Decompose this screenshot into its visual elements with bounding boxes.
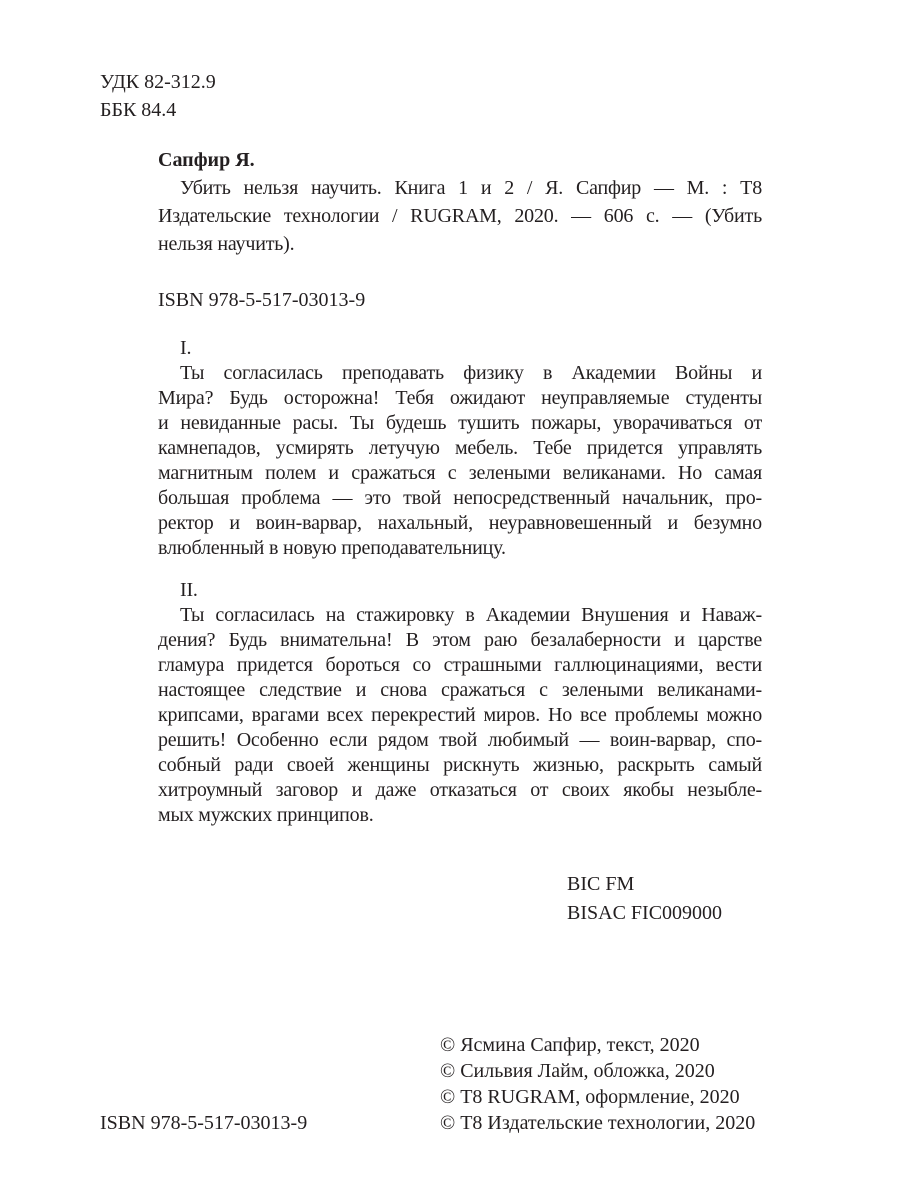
paragraph-line: Мира? Будь осторожна! Тебя ожидают неуправляемые студенты: [158, 387, 762, 409]
paragraph-line: камнепадов, усмирять летучую мебель. Тебе придется управлять: [158, 437, 762, 459]
annotation-section-2: [158, 578, 762, 828]
bibliographic-description: [158, 174, 762, 258]
bib-line: Издательские технологии / RUGRAM, 2020. — 606 с. — (Убить: [158, 205, 762, 227]
paragraph-line: собный ради своей женщины рискнуть жизнью, раскрыть самый: [158, 754, 762, 776]
author-name: Сапфир Я.: [158, 149, 255, 171]
section-numeral: II.: [180, 579, 198, 601]
copyright-line: © Т8 RUGRAM, оформление, 2020: [440, 1086, 740, 1108]
paragraph-line: крипсами, врагами всех перекрестий миров. Но все проблемы можно: [158, 704, 762, 726]
bib-line: нельзя научить).: [158, 233, 295, 255]
section-numeral: I.: [180, 337, 192, 359]
paragraph-line: решить! Особенно если рядом твой любимый — воин-варвар, спо-: [158, 729, 762, 751]
paragraph-line: магнитным полем и сражаться с зелеными великанами. Но самая: [158, 462, 762, 484]
paragraph-line: большая проблема — это твой непосредственный начальник, про-: [158, 487, 762, 509]
paragraph-line: и невиданные расы. Ты будешь тушить пожары, уворачиваться от: [158, 412, 762, 434]
paragraph-line: дения? Будь внимательна! В этом раю безалаберности и царстве: [158, 629, 762, 651]
isbn: ISBN 978-5-517-03013-9: [158, 289, 366, 311]
bisac-code: BISAC FIC009000: [567, 902, 723, 924]
copyright-line: © Сильвия Лайм, обложка, 2020: [440, 1060, 715, 1082]
paragraph-line: гламура придется бороться со страшными галлюцинациями, вести: [158, 654, 762, 676]
udk-code: УДК 82-312.9: [100, 71, 216, 93]
paragraph-line: хитроумный заговор и даже отказаться от своих якобы незыбле-: [158, 779, 762, 801]
paragraph-line: Ты согласилась преподавать физику в Академии Войны и: [180, 362, 762, 384]
annotation-section-1: [158, 336, 762, 561]
copyright-line: © Ясмина Сапфир, текст, 2020: [440, 1034, 700, 1056]
footer-isbn: ISBN 978-5-517-03013-9: [100, 1112, 308, 1134]
paragraph-line: мых мужских принципов.: [158, 804, 374, 826]
bbk-code: ББК 84.4: [100, 99, 177, 121]
paragraph-line: влюбленный в новую преподавательницу.: [158, 537, 506, 559]
paragraph-line: Ты согласилась на стажировку в Академии Внушения и Наваж-: [180, 604, 762, 626]
paragraph-line: ректор и воин-варвар, нахальный, неуравновешенный и безумно: [158, 512, 762, 534]
copyright-line: © Т8 Издательские технологии, 2020: [440, 1112, 756, 1134]
paragraph-line: настоящее следствие и снова сражаться с зелеными великанами-: [158, 679, 762, 701]
bib-line: Убить нельзя научить. Книга 1 и 2 / Я. Сапфир — М. : Т8: [180, 177, 762, 199]
bic-code: BIC FM: [567, 873, 635, 895]
